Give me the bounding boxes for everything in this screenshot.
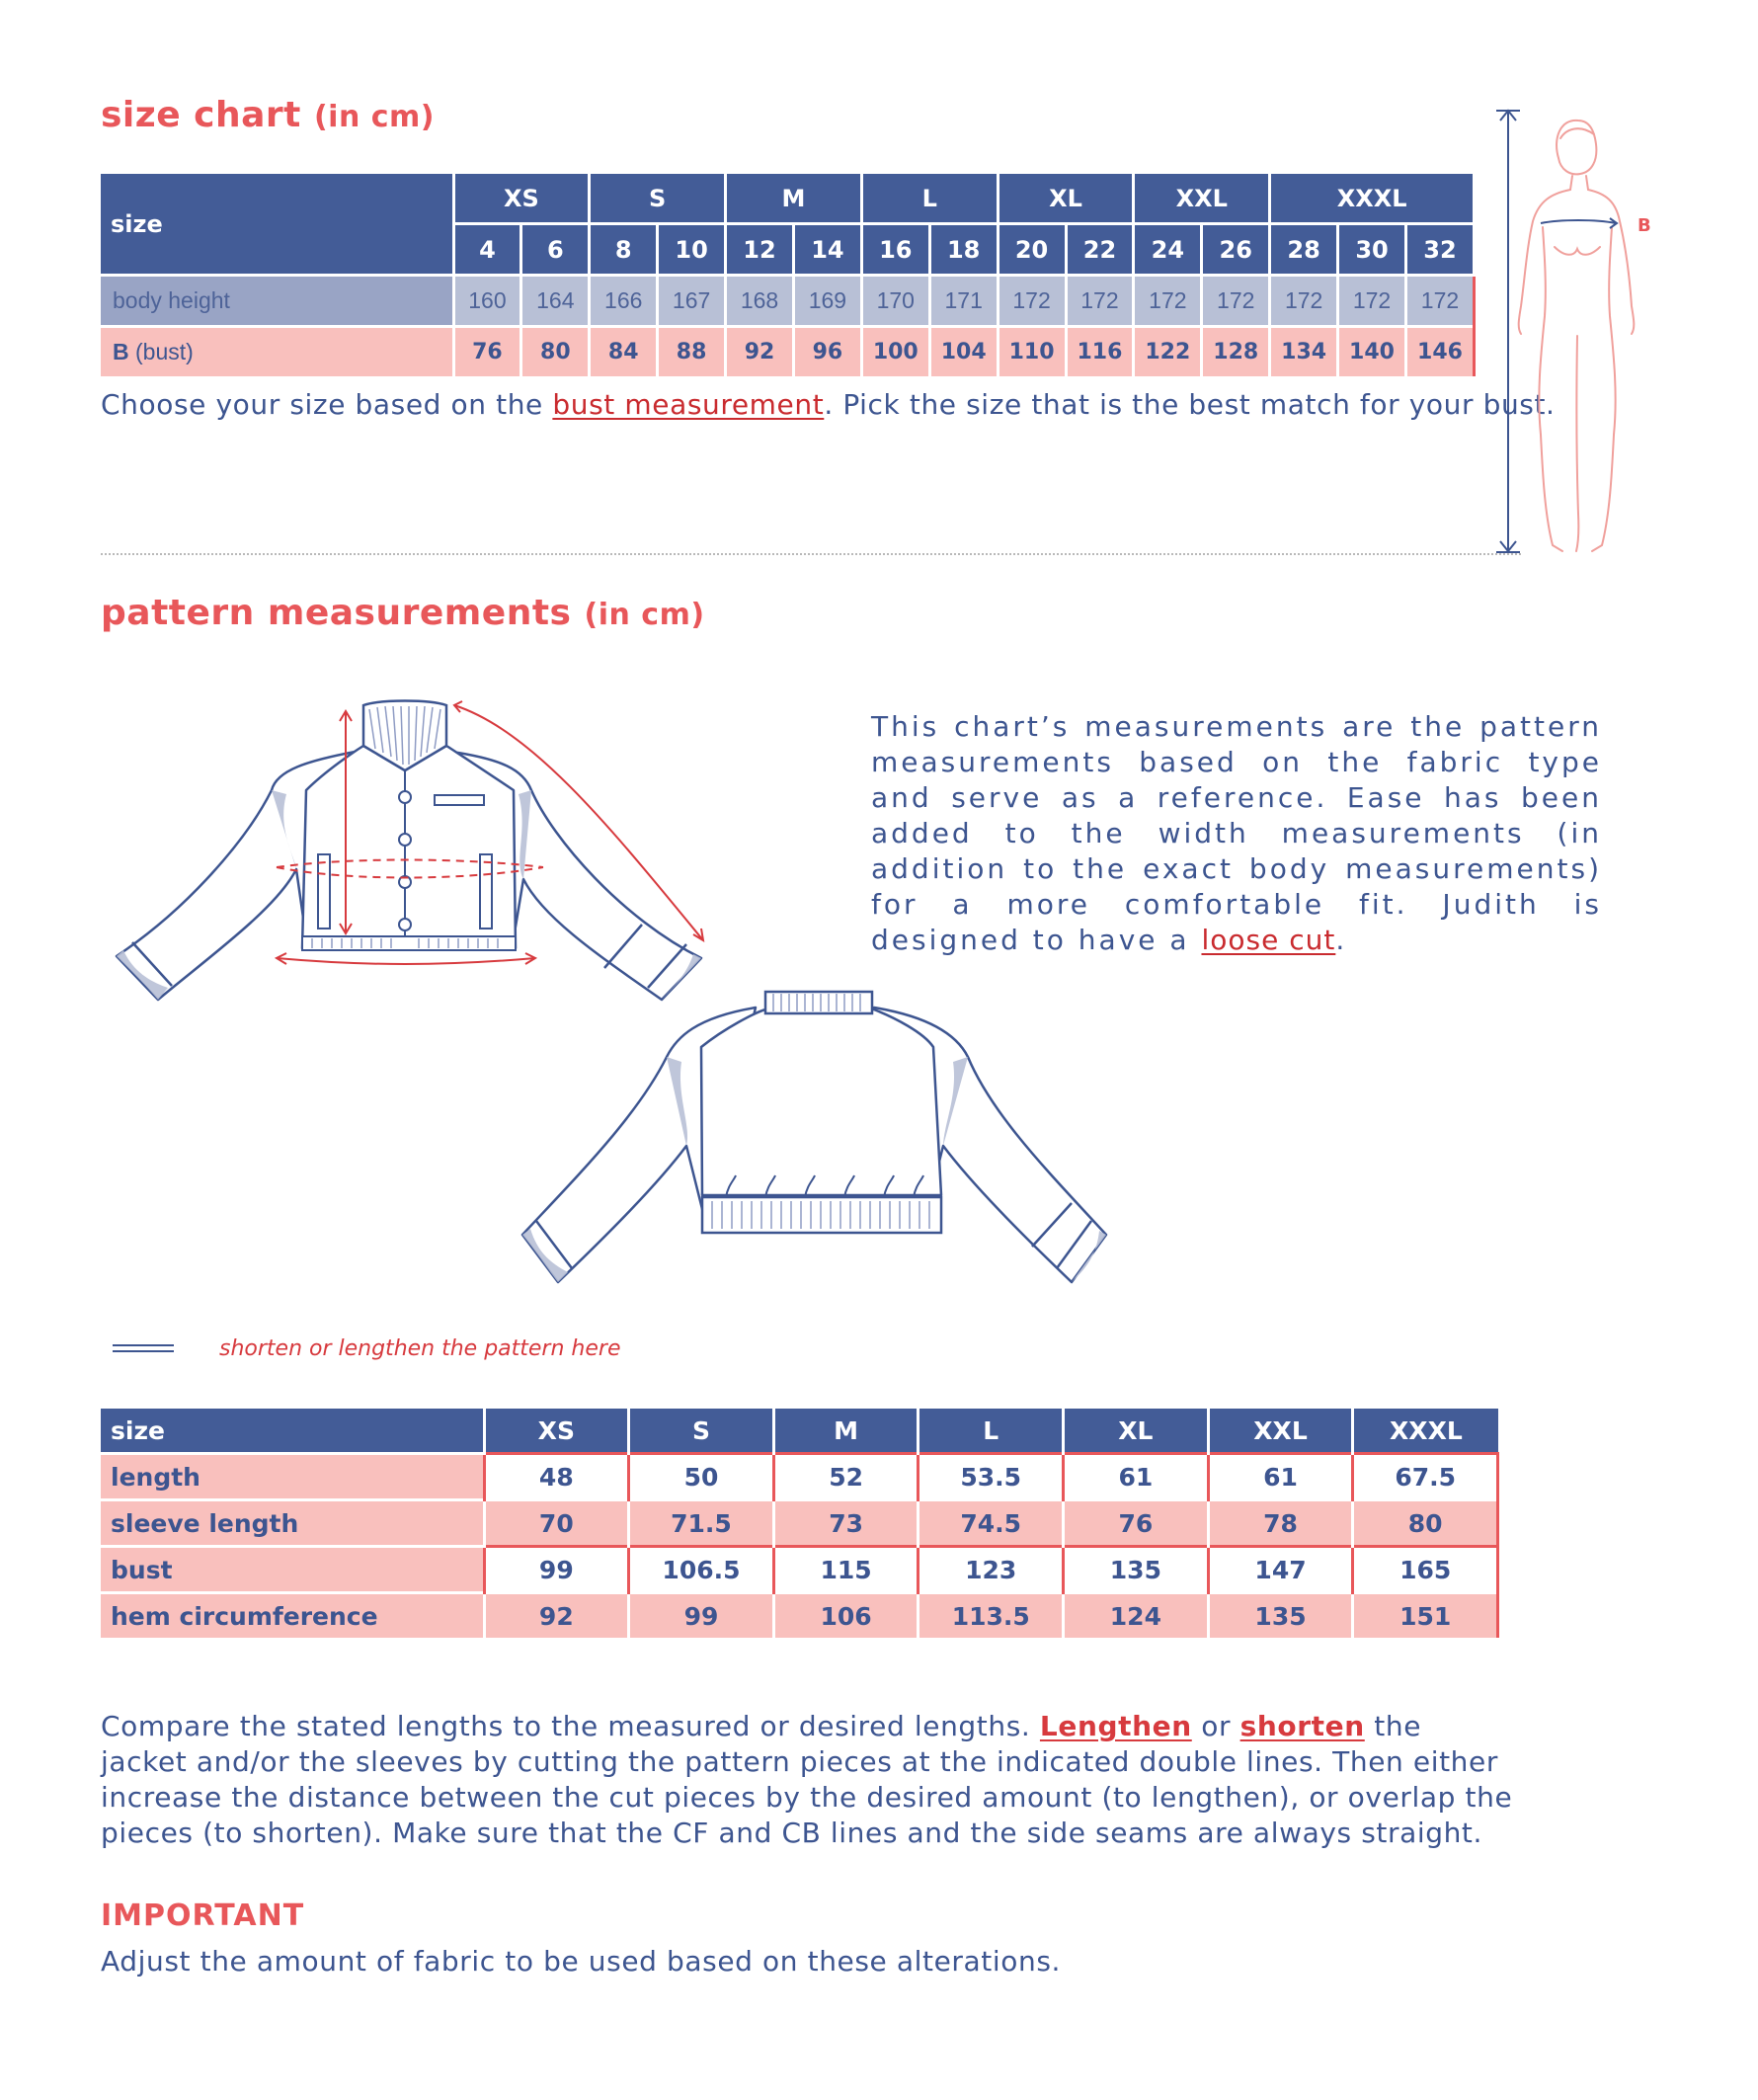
size-number-cell: 4 [453, 224, 521, 276]
size-number-cell: 14 [793, 224, 861, 276]
jacket-back-illustration [519, 988, 1121, 1304]
row-label: length [101, 1454, 484, 1500]
pattern-header-cell: S [629, 1409, 774, 1454]
size-chart-title-text: size chart [101, 95, 301, 135]
bust-label-text: (bust) [135, 339, 194, 364]
value-cell: 71.5 [629, 1500, 774, 1547]
double-line-legend-icon [113, 1344, 174, 1352]
body-height-cell: 170 [861, 276, 929, 327]
value-cell: 78 [1208, 1500, 1353, 1547]
value-cell: 106 [773, 1593, 919, 1639]
pattern-header-cell: XL [1064, 1409, 1209, 1454]
size-number-cell: 20 [998, 224, 1066, 276]
value-cell: 67.5 [1353, 1454, 1498, 1500]
value-cell: 99 [629, 1593, 774, 1639]
bust-cell: 116 [1066, 327, 1134, 377]
body-height-cell: 160 [453, 276, 521, 327]
size-chart-note [101, 387, 1556, 423]
size-group-row [101, 174, 1475, 224]
pattern-unit: (in cm) [584, 598, 705, 632]
body-height-cell: 172 [1338, 276, 1406, 327]
pattern-row-bust [101, 1547, 1498, 1593]
value-cell: 115 [773, 1547, 919, 1593]
size-group-cell: XXL [1134, 174, 1270, 224]
size-group-cell: XXXL [1270, 174, 1475, 224]
body-height-cell: 171 [929, 276, 998, 327]
bust-cell: 76 [453, 327, 521, 377]
alteration-text-1: Compare the stated lengths to the measured or desired lengths. [101, 1710, 1040, 1742]
pattern-description [871, 709, 1602, 958]
value-cell: 61 [1064, 1454, 1209, 1500]
body-height-cell: 172 [1202, 276, 1270, 327]
body-height-cell: 164 [521, 276, 590, 327]
body-figure-illustration [1481, 99, 1659, 573]
pattern-row-length [101, 1454, 1498, 1500]
value-cell: 99 [484, 1547, 629, 1593]
body-height-cell: 172 [1134, 276, 1202, 327]
size-chart-title [101, 95, 435, 135]
bust-cell: 140 [1338, 327, 1406, 377]
bust-cell: 122 [1134, 327, 1202, 377]
value-cell: 165 [1353, 1547, 1498, 1593]
body-height-cell: 172 [998, 276, 1066, 327]
body-height-cell: 166 [590, 276, 658, 327]
bust-cell: 100 [861, 327, 929, 377]
size-chart-table [101, 174, 1476, 376]
body-height-cell: 169 [793, 276, 861, 327]
bust-cell: 84 [590, 327, 658, 377]
body-height-cell: 172 [1066, 276, 1134, 327]
bust-label-letter: B [113, 339, 129, 364]
body-height-cell: 168 [726, 276, 794, 327]
value-cell: 76 [1064, 1500, 1209, 1547]
bust-row [101, 327, 1475, 377]
bust-cell: 110 [998, 327, 1066, 377]
value-cell: 53.5 [919, 1454, 1064, 1500]
value-cell: 70 [484, 1500, 629, 1547]
pattern-row-hem-circumference [101, 1593, 1498, 1639]
bust-measurement-link[interactable]: bust measurement [552, 388, 825, 421]
size-number-cell: 12 [726, 224, 794, 276]
pattern-row-sleeve-length [101, 1500, 1498, 1547]
shorten-link[interactable]: shorten [1239, 1710, 1365, 1742]
pattern-description-end: . [1335, 924, 1348, 956]
body-height-cell: 172 [1405, 276, 1474, 327]
loose-cut-link[interactable]: loose cut [1201, 924, 1336, 956]
bust-cell: 80 [521, 327, 590, 377]
pattern-title [101, 593, 705, 633]
size-group-cell: XS [453, 174, 590, 224]
value-cell: 124 [1064, 1593, 1209, 1639]
bust-cell: 96 [793, 327, 861, 377]
alteration-instructions [101, 1709, 1513, 1851]
value-cell: 135 [1064, 1547, 1209, 1593]
pattern-header-cell: XXXL [1353, 1409, 1498, 1454]
size-chart-unit: (in cm) [313, 100, 436, 134]
value-cell: 106.5 [629, 1547, 774, 1593]
pattern-measurements-table [101, 1409, 1499, 1638]
pattern-description-text: This chart’s measurements are the pattern measurements based on the fabric type and serve as a reference. Ease has been added to the width measurements (in addition to the exact body measurements) for a more comfortable fit. Judith is designed to have a [871, 710, 1602, 956]
size-number-cell: 32 [1405, 224, 1474, 276]
important-heading: IMPORTANT [101, 1898, 305, 1933]
bust-cell: 104 [929, 327, 998, 377]
important-text: Adjust the amount of fabric to be used based on these alterations. [101, 1945, 1062, 1978]
row-label: hem circumference [101, 1593, 484, 1639]
bust-cell: 134 [1270, 327, 1338, 377]
size-number-cell: 26 [1202, 224, 1270, 276]
value-cell: 74.5 [919, 1500, 1064, 1547]
value-cell: 113.5 [919, 1593, 1064, 1639]
size-group-cell: S [590, 174, 726, 224]
bust-label [101, 327, 453, 377]
size-number-cell: 28 [1270, 224, 1338, 276]
size-group-cell: L [861, 174, 998, 224]
value-cell: 151 [1353, 1593, 1498, 1639]
pattern-header-cell: XS [484, 1409, 629, 1454]
size-group-cell: XL [998, 174, 1134, 224]
pattern-header-size: size [101, 1409, 484, 1454]
size-number-cell: 6 [521, 224, 590, 276]
size-number-cell: 30 [1338, 224, 1406, 276]
bust-cell: 92 [726, 327, 794, 377]
value-cell: 48 [484, 1454, 629, 1500]
size-number-cell: 18 [929, 224, 998, 276]
pattern-header-cell: L [919, 1409, 1064, 1454]
pattern-header-row [101, 1409, 1498, 1454]
value-cell: 61 [1208, 1454, 1353, 1500]
value-cell: 123 [919, 1547, 1064, 1593]
pattern-header-cell: XXL [1208, 1409, 1353, 1454]
size-number-cell: 8 [590, 224, 658, 276]
size-number-cell: 10 [658, 224, 726, 276]
value-cell: 80 [1353, 1500, 1498, 1547]
lengthen-link[interactable]: Lengthen [1039, 1710, 1192, 1742]
bust-cell: 146 [1405, 327, 1474, 377]
bust-cell: 88 [658, 327, 726, 377]
value-cell: 73 [773, 1500, 919, 1547]
legend-text: shorten or lengthen the pattern here [219, 1336, 621, 1361]
pattern-header-cell: M [773, 1409, 919, 1454]
row-label: bust [101, 1547, 484, 1593]
size-label: size [101, 174, 453, 276]
row-label: sleeve length [101, 1500, 484, 1547]
value-cell: 52 [773, 1454, 919, 1500]
bust-cell: 128 [1202, 327, 1270, 377]
size-number-cell: 16 [861, 224, 929, 276]
value-cell: 92 [484, 1593, 629, 1639]
pattern-title-text: pattern measurements [101, 593, 572, 633]
size-note-suffix: . Pick the size that is the best match for your bust. [824, 388, 1556, 421]
alteration-text-2: the jacket and/or the sleeves by cutting the pattern pieces at the indicated double lines. Then either increase the distance between the cut pieces by the desired amount (to lengthen), or overlap the pieces (to shorten). Make sure that the CF and CB lines and the side seams are always straight. [101, 1710, 1513, 1849]
size-note-prefix: Choose your size based on the [101, 388, 553, 421]
body-height-cell: 172 [1270, 276, 1338, 327]
alteration-text-or: or [1191, 1710, 1240, 1742]
size-number-cell: 24 [1134, 224, 1202, 276]
value-cell: 50 [629, 1454, 774, 1500]
section-divider [101, 553, 1521, 555]
value-cell: 147 [1208, 1547, 1353, 1593]
value-cell: 135 [1208, 1593, 1353, 1639]
size-number-cell: 22 [1066, 224, 1134, 276]
bust-marker-label: B [1638, 215, 1651, 236]
body-height-row [101, 276, 1475, 327]
body-height-label: body height [101, 276, 453, 327]
body-height-cell: 167 [658, 276, 726, 327]
size-group-cell: M [726, 174, 862, 224]
jacket-front-illustration [109, 691, 721, 1017]
